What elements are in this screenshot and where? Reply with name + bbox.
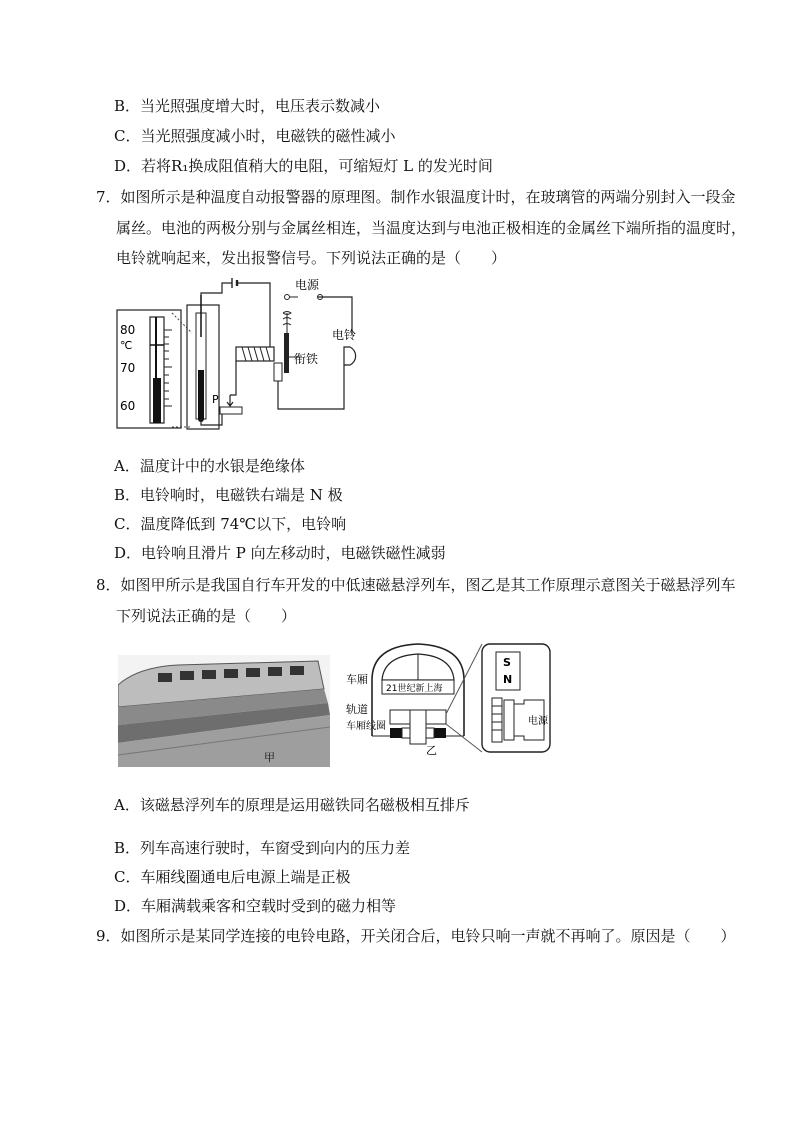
track-label: 轨道 [346, 703, 368, 716]
q7-option-c: C．温度降低到 74℃以下，电铃响 [114, 515, 347, 533]
q8-stem-line-2: 下列说法正确的是（ ） [116, 607, 297, 625]
q6-option-d: D．若将R₁换成阻值稍大的电阻，可缩短灯 L 的发光时间 [114, 157, 493, 175]
power-label: 电源 [295, 278, 320, 292]
q7-stem-line-1: 7．如图所示是种温度自动报警器的原理图。制作水银温度计时，在玻璃管的两端分别封入一段金 [96, 188, 736, 206]
pole-s: S [503, 656, 511, 669]
power-box-label: 电源 [528, 716, 548, 727]
q8-maglev-train-photo [118, 655, 330, 767]
slider-p-label: P [212, 393, 219, 406]
pole-n: N [503, 673, 513, 686]
bell-label: 电铃 [332, 328, 357, 342]
armature [284, 333, 289, 373]
train-sign: 21世纪新上海 [386, 684, 443, 694]
armature-label: 衔铁 [294, 352, 319, 366]
q6-option-b: B．当光照强度增大时，电压表示数减小 [114, 97, 381, 115]
q7-option-d: D．电铃响且滑片 P 向左移动时，电磁铁磁性减弱 [114, 544, 446, 562]
q8-option-d: D．车厢满载乘客和空载时受到的磁力相等 [114, 897, 397, 915]
figure-jia-label: 甲 [264, 751, 275, 764]
carriage-label: 车厢 [346, 673, 368, 686]
scale-70: 70 [120, 361, 136, 375]
q9-stem: 9．如图所示是某同学连接的电铃电路，开关闭合后，电铃只响一声就不再响了。原因是（ ） [96, 927, 736, 945]
q8-stem-line-1: 8．如图甲所示是我国自行车开发的中低速磁悬浮列车，图乙是其工作原理示意图关于磁悬浮列车 [96, 576, 736, 594]
mercury-column [153, 378, 161, 423]
scale-80: 80 [120, 323, 136, 337]
q7-stem-line-2: 属丝。电池的两极分别与金属丝相连，当温度达到与电池正极相连的金属丝下端所指的温度时， [116, 219, 747, 237]
q7-option-a: A．温度计中的水银是绝缘体 [114, 457, 305, 475]
q7-alarm-circuit-figure [112, 275, 372, 433]
q8-option-c: C．车厢线圈通电后电源上端是正极 [114, 868, 351, 886]
q7-stem-line-3: 电铃就响起来，发出报警信号。下列说法正确的是（ ） [116, 249, 507, 267]
q8-option-a: A．该磁悬浮列车的原理是运用磁铁同名磁极相互排斥 [114, 796, 470, 814]
scale-60: 60 [120, 399, 136, 413]
coil-label: 车厢线圈 [346, 721, 386, 732]
bell-icon [344, 347, 356, 365]
q7-option-b: B．电铃响时，电磁铁右端是 N 极 [114, 486, 343, 504]
q8-option-b: B．列车高速行驶时，车窗受到向内的压力差 [114, 839, 411, 857]
q8-principle-diagram [346, 640, 556, 756]
q6-option-c: C．当光照强度减小时，电磁铁的磁性减小 [114, 127, 396, 145]
figure-yi-label: 乙 [426, 744, 437, 756]
scale-celsius: ℃ [120, 339, 133, 352]
